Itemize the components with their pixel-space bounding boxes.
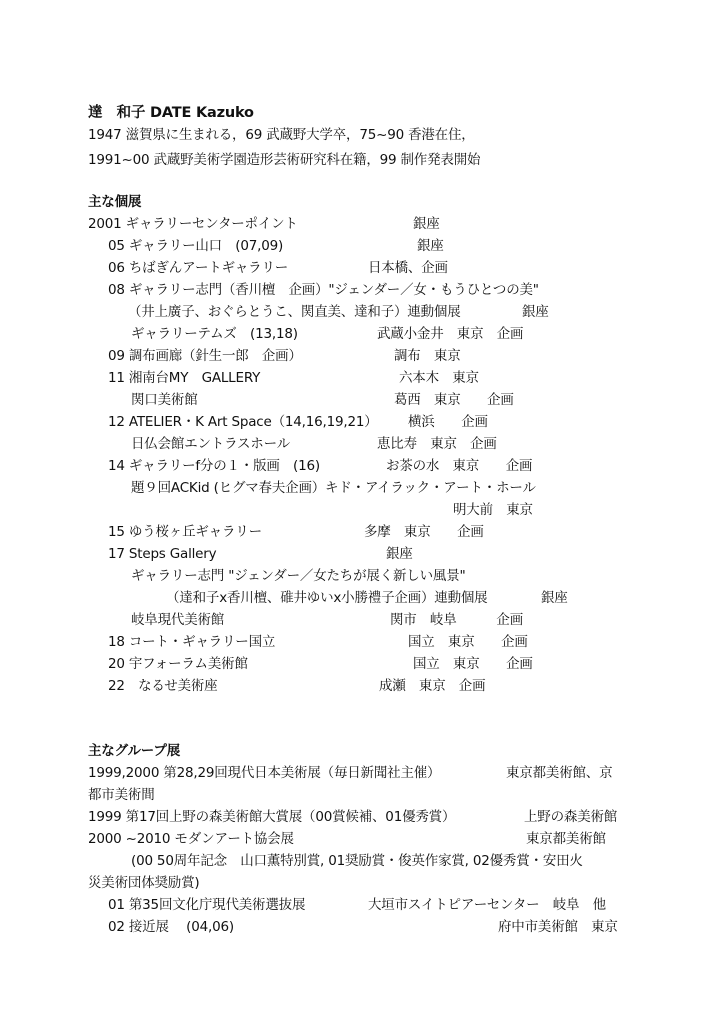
- solo-row-venue: 武蔵小金井 東京 企画: [377, 326, 524, 342]
- bio-line-1: 1947 滋賀県に生まれる，69 武蔵野大学卒，75~90 香港在住，: [88, 127, 475, 143]
- solo-row-text: ギャラリーテムズ (13,18): [131, 326, 298, 342]
- solo-row-venue: 六本木 東京: [399, 370, 479, 386]
- solo-row-venue: 恵比寿 東京 企画: [377, 436, 497, 452]
- solo-row-venue: 成瀬 東京 企画: [379, 678, 486, 694]
- group-row-text: 都市美術間: [88, 787, 155, 803]
- solo-row-venue: 国立 東京 企画: [408, 634, 528, 650]
- solo-row-venue: 銀座: [413, 216, 440, 232]
- solo-row-text: 09 調布画廊（針生一郎 企画）: [108, 348, 302, 364]
- solo-row-text: 関口美術館: [131, 392, 198, 408]
- solo-row-text: （井上廣子、おぐらとうこ、関直美、達和子）連動個展: [128, 304, 461, 320]
- solo-row-text: 05 ギャラリー山口 (07,09): [108, 238, 284, 254]
- group-row-text: 1999,2000 第28,29回現代日本美術展（毎日新聞社主催）: [88, 765, 441, 781]
- solo-row-text: 日仏会館エントラスホール: [131, 436, 290, 452]
- solo-heading: 主な個展: [88, 194, 142, 210]
- solo-row-venue: 国立 東京 企画: [413, 656, 533, 672]
- group-row-text: 災美術団体奨励賞): [88, 875, 200, 891]
- solo-row-venue: 多摩 東京 企画: [364, 524, 484, 540]
- solo-row-text: 12 ATELIER・K Art Space（14,16,19,21）: [108, 414, 378, 430]
- group-heading: 主なグループ展: [88, 743, 181, 759]
- solo-row-text: 22 なるせ美術座: [108, 678, 218, 694]
- solo-row-text: 11 湘南台MY GALLERY: [108, 370, 261, 386]
- solo-row-text: 14 ギャラリーf分の１・版画 (16): [108, 458, 320, 474]
- solo-row-text: （達和子x香川檀、碓井ゆいx小勝禮子企画）連動個展: [166, 590, 488, 606]
- group-row-venue: 府中市美術館 東京: [498, 919, 618, 935]
- group-row-text: 01 第35回文化庁現代美術選抜展: [108, 897, 306, 913]
- bio-line-2: 1991~00 武蔵野美術学園造形芸術研究科在籍，99 制作発表開始: [88, 152, 481, 168]
- group-row-venue: 東京都美術館、京: [506, 765, 613, 781]
- solo-row-venue: 銀座: [522, 304, 549, 320]
- solo-row-venue: 葛西 東京 企画: [394, 392, 514, 408]
- group-row-venue: 大垣市スイトピアーセンター 岐阜 他: [368, 897, 606, 913]
- solo-row-text: 15 ゆう桜ヶ丘ギャラリー: [108, 524, 262, 540]
- solo-row-venue: 銀座: [386, 546, 413, 562]
- group-row-venue: 東京都美術館: [526, 831, 606, 847]
- artist-name: 達 和子 DATE Kazuko: [88, 105, 254, 121]
- solo-row-venue: 日本橋、企画: [368, 260, 448, 276]
- solo-row-venue: 横浜 企画: [408, 414, 488, 430]
- solo-row-text: 17 Steps Gallery: [108, 546, 217, 562]
- solo-row-text: 題９回ACKid (ヒグマ春夫企画）キド・アイラック・アート・ホール: [131, 480, 536, 496]
- solo-row-text: 20 宇フォーラム美術館: [108, 656, 248, 672]
- group-row-text: 1999 第17回上野の森美術館大賞展（00賞候補、01優秀賞）: [88, 809, 456, 825]
- solo-row-venue: 銀座: [541, 590, 568, 606]
- solo-row-text: 2001 ギャラリーセンターポイント: [88, 216, 298, 232]
- group-row-venue: 上野の森美術館: [524, 809, 618, 825]
- solo-row-venue: 銀座: [417, 238, 444, 254]
- solo-row-text: 18 コート・ギャラリー国立: [108, 634, 276, 650]
- solo-row-venue: 明大前 東京: [453, 502, 533, 518]
- solo-row-venue: お茶の水 東京 企画: [386, 458, 533, 474]
- solo-row-venue: 調布 東京: [394, 348, 461, 364]
- group-row-text: 02 接近展 (04,06): [108, 919, 234, 935]
- group-row-text: (00 50周年記念 山口薫特別賞, 01奨励賞・俊英作家賞, 02優秀賞・安田火: [131, 853, 583, 869]
- solo-row-text: ギャラリー志門 "ジェンダー／女たちが展く新しい風景": [131, 568, 466, 584]
- group-row-text: 2000 ~2010 モダンアート協会展: [88, 831, 294, 847]
- solo-row-venue: 関市 岐阜 企画: [390, 612, 523, 628]
- solo-row-text: 06 ちばぎんアートギャラリー: [108, 260, 289, 276]
- solo-row-text: 岐阜現代美術館: [131, 612, 225, 628]
- solo-row-text: 08 ギャラリー志門（香川檀 企画）"ジェンダー／女・もうひとつの美": [108, 282, 539, 298]
